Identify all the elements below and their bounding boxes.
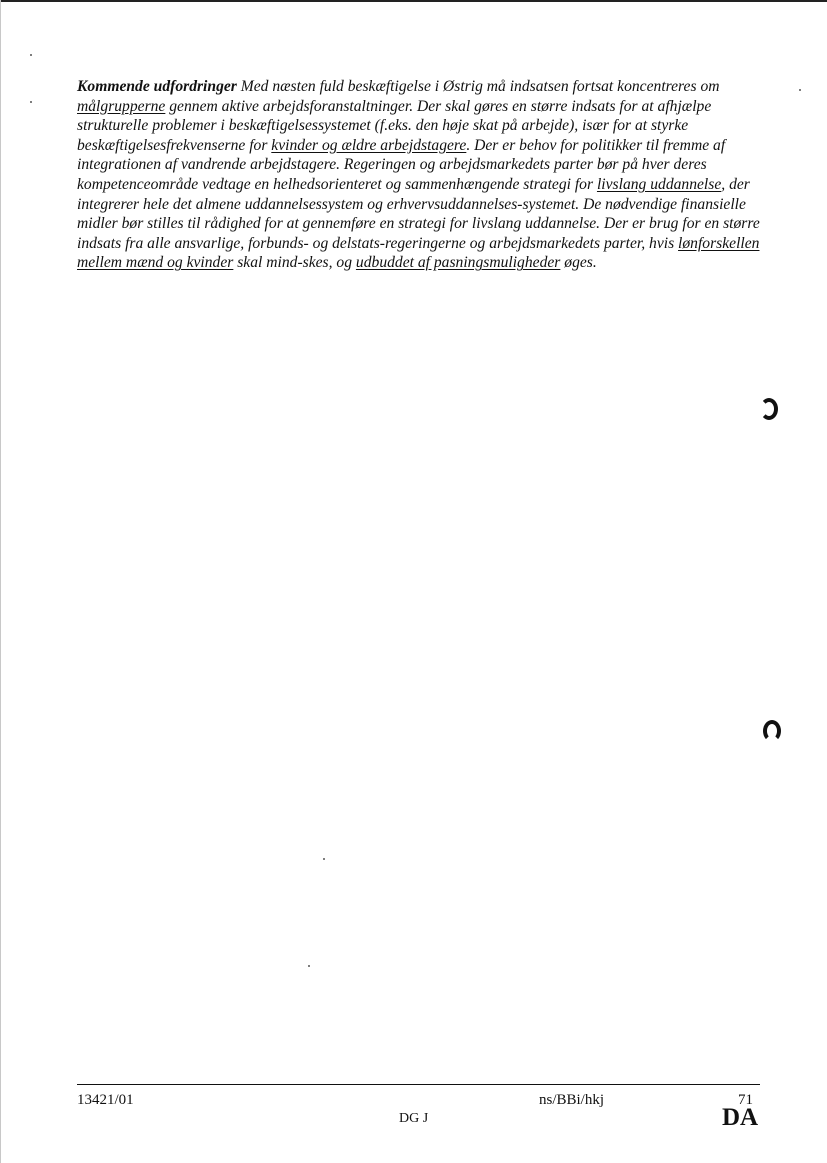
language-code: DA [722,1104,759,1131]
text-segment-5: skal mind-skes, og [233,254,356,272]
punch-hole-mark-lower [763,720,781,742]
underlined-lifelong-learning: livslang uddannelse [596,175,722,193]
footer-rule [77,1084,760,1085]
paragraph-heading: Kommende udfordringer [77,78,237,95]
scan-speck [308,965,310,967]
text-segment-2: gennem aktive arbejdsforanstaltninger. Der skal gøres en større indsats for at afhjælpe strukturelle problemer i beskæftigelsessystemet (f.eks. den høje skat på arbejde), især for at styrke beskæftigelsesfrekvenserne for [77,97,712,154]
text-segment-6: øges. [560,254,597,272]
underlined-pay-gap: lønforskellen mellem mænd og kvinder [77,234,760,272]
document-number: 13421/01 [77,1092,134,1108]
directorate-label: DG J [399,1111,429,1126]
scan-speck [799,89,801,91]
left-page-edge [0,0,1,1163]
text-segment-1: Med næsten fuld beskæftigelse i Østrig må indsatsen fortsat koncentreres om [236,78,720,95]
body-paragraph [77,77,762,273]
text-segment-3: . Der er behov for politikker til fremme af integrationen af vandrende arbejdstagere. Regeringen og arbejdsmarkedets parter bør på hver deres kompetenceområde vedtage en helhedsorienteret og sammenhængende strategi for [77,136,726,193]
underlined-women-older-workers: kvinder og ældre arbejdstagere [271,136,467,154]
underlined-childcare-supply: udbuddet af pasningsmuligheder [355,254,561,272]
scan-speck [30,54,32,56]
scan-speck [30,101,32,103]
punch-hole-mark-upper [760,398,778,420]
page-number: 71 [738,1092,753,1108]
underlined-target-groups: målgrupperne [77,97,166,115]
text-segment-4: , der integrerer hele det almene uddannelsessystem og erhvervsuddannelses-systemet. De nødvendige finansielle midler bør stilles til rådighed for at gennemføre en strategi for livslang uddannelse. Der er brug for en større indsats fra alle ansvarlige, forbunds- og delstats-regeringerne og arbejdsmarkedets parter, hvis [77,175,760,252]
scan-speck [323,858,325,860]
top-border [0,0,827,2]
reference-code: ns/BBi/hkj [539,1092,605,1108]
